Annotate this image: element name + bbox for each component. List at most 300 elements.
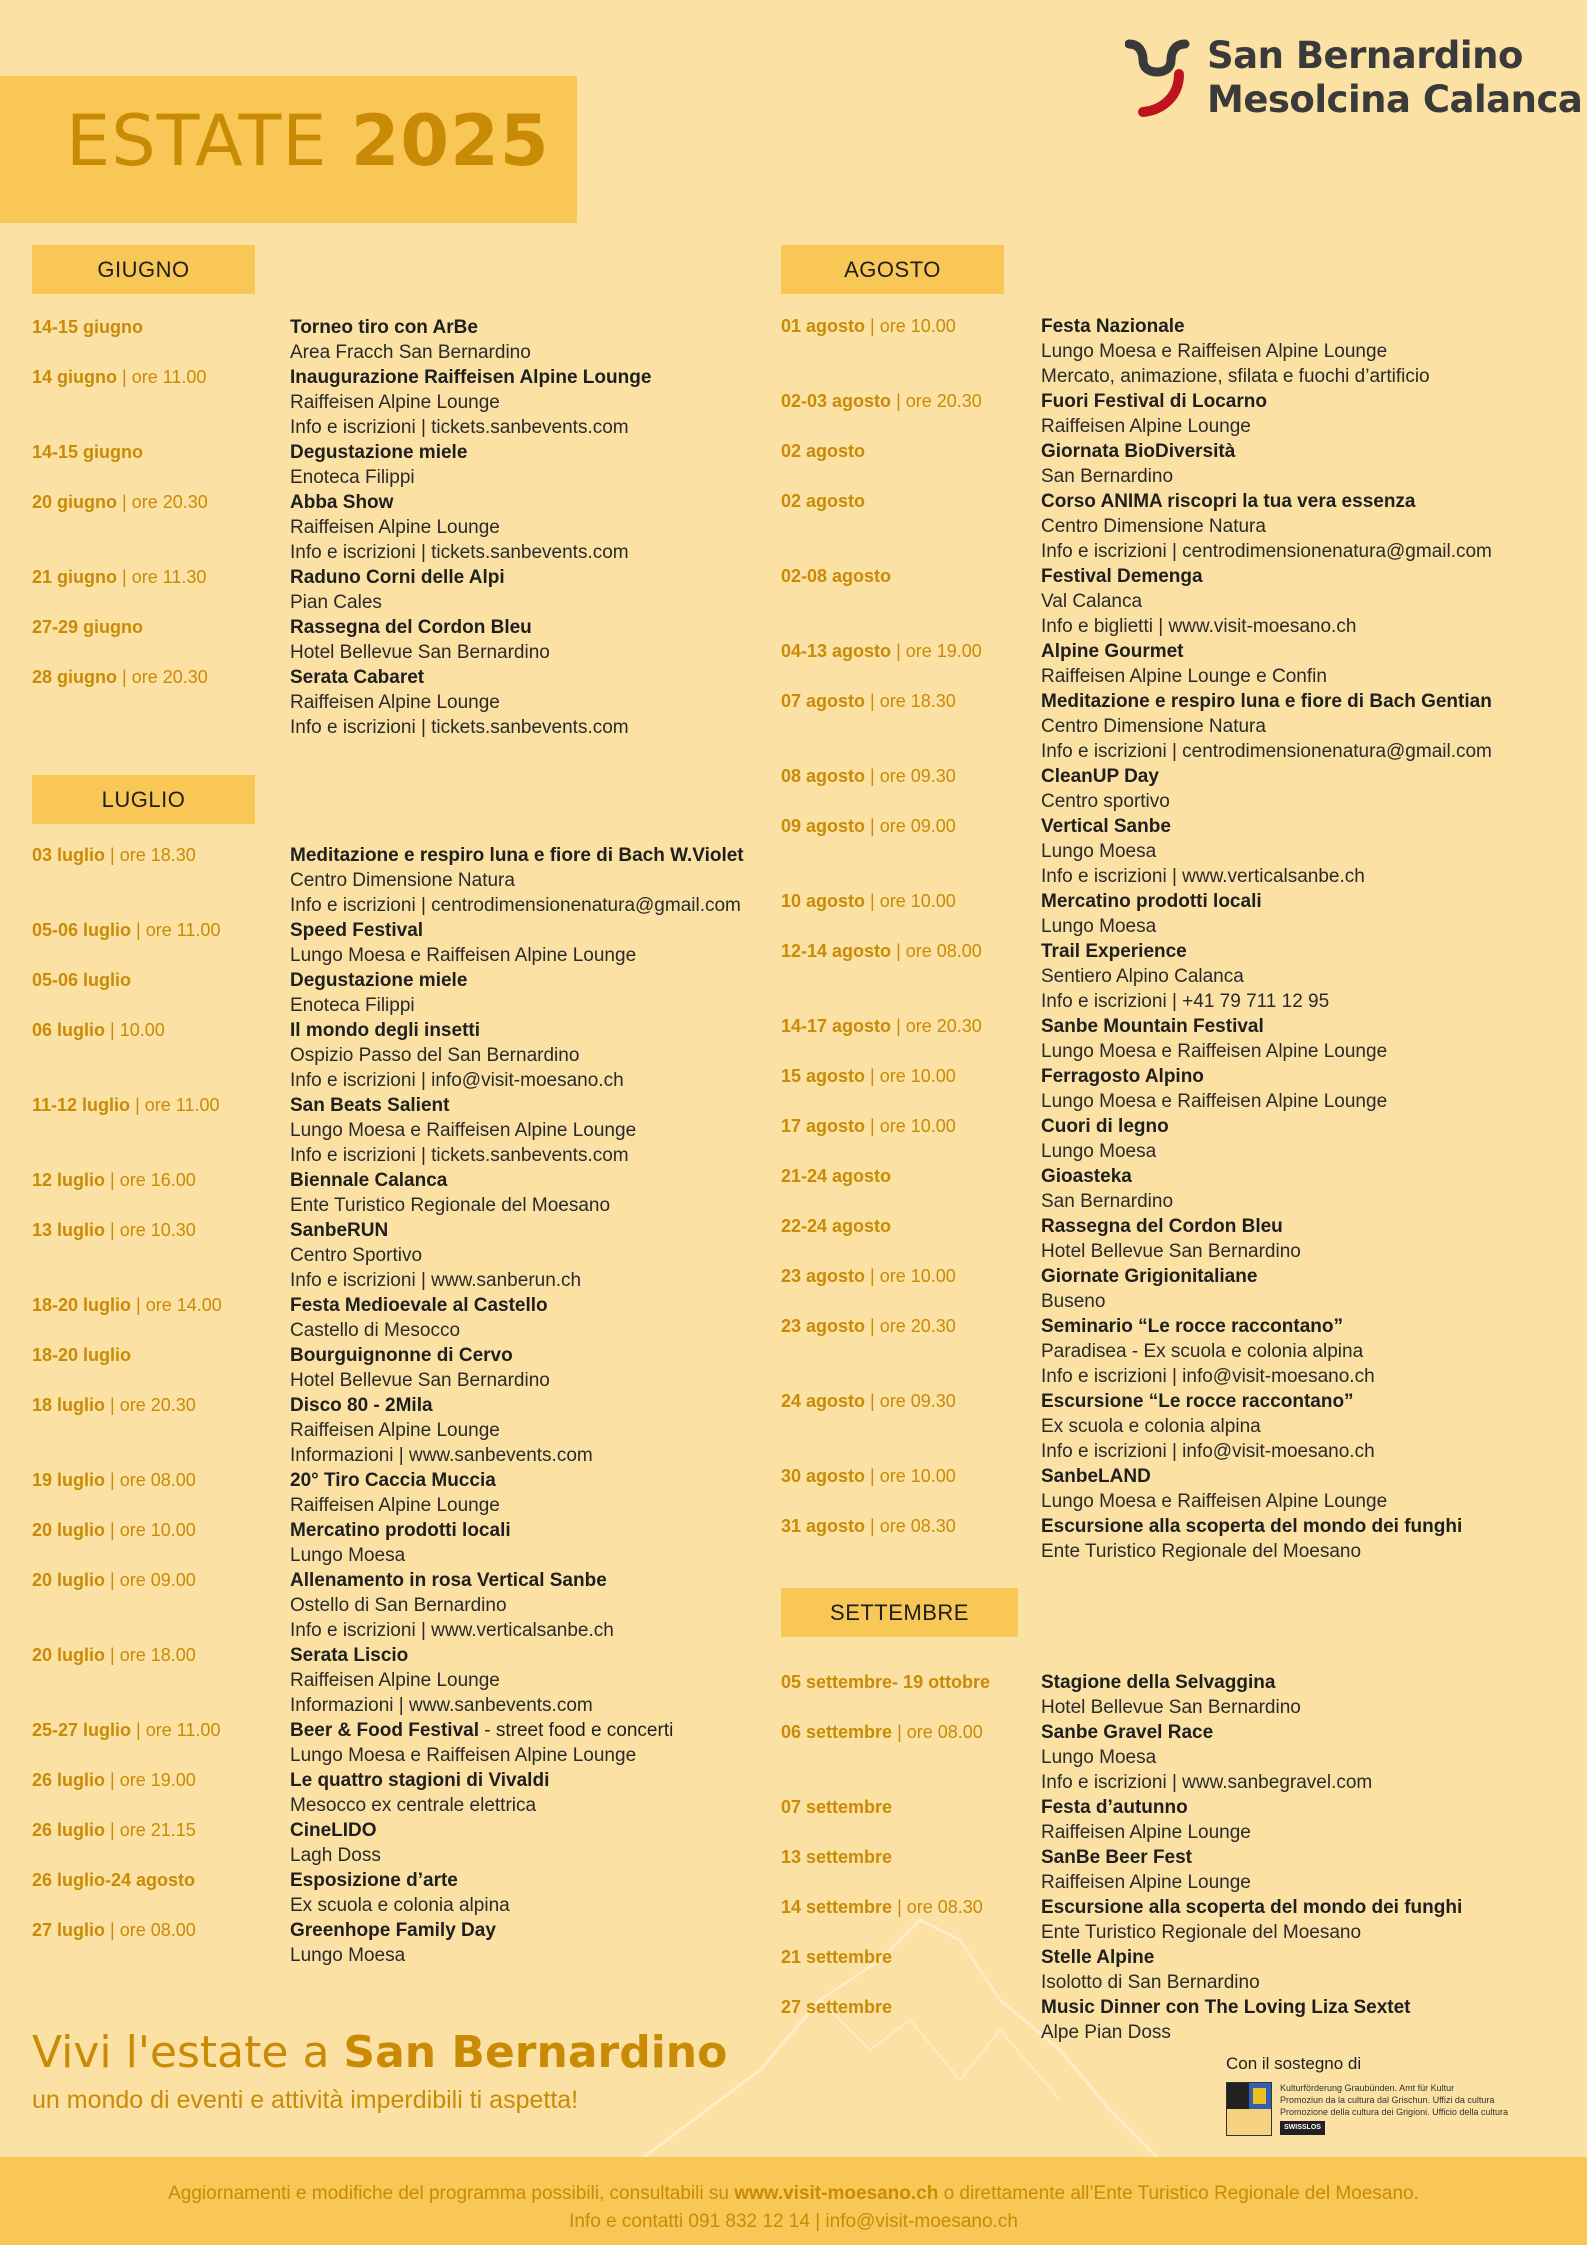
footer-contact: Info e contatti 091 832 12 14 | info@visit-moesano.ch <box>569 2211 1018 2232</box>
event-info <box>290 1293 548 1343</box>
event-item <box>32 1918 496 1966</box>
event-name-text: Trail Experience <box>1041 941 1187 962</box>
event-info <box>1041 1720 1372 1795</box>
event-date <box>32 1093 282 1118</box>
event-time: | ore 10.30 <box>110 1220 196 1240</box>
event-info <box>290 490 629 565</box>
event-date <box>781 1720 1031 1745</box>
event-date <box>781 439 1031 464</box>
event-name <box>290 1518 511 1543</box>
event-name-text: Il mondo degli insetti <box>290 1020 480 1041</box>
event-name-text: Gioasteka <box>1041 1166 1132 1187</box>
event-name <box>290 565 505 590</box>
event-detail: Area Fracch San Bernardino <box>290 342 531 363</box>
event-name-text: Fuori Festival di Locarno <box>1041 391 1267 412</box>
event-name <box>1041 1514 1462 1539</box>
event-time: | ore 19.00 <box>896 641 982 661</box>
event-item <box>781 1895 1463 1943</box>
event-date-text: 23 agosto <box>781 1266 866 1286</box>
event-item <box>781 1314 1375 1387</box>
event-date-text: 18-20 luglio <box>32 1295 132 1315</box>
event-date-text: 14 settembre <box>781 1897 893 1917</box>
event-date <box>32 1168 282 1193</box>
event-name <box>290 1218 581 1243</box>
event-date-text: 21 settembre <box>781 1947 893 1967</box>
event-date-text: 03 luglio <box>32 845 106 865</box>
event-name-text: SanBe Beer Fest <box>1041 1847 1193 1868</box>
event-info <box>1041 814 1365 889</box>
event-detail: Lungo Moesa e Raiffeisen Alpine Lounge <box>1041 1491 1388 1512</box>
event-name-text: Escursione alla scoperta del mondo dei funghi <box>1041 1516 1463 1537</box>
event-name-text: San Beats Salient <box>290 1095 450 1116</box>
event-detail: Raiffeisen Alpine Lounge <box>290 517 500 538</box>
event-name-text: Giornate Grigionitaliane <box>1041 1266 1258 1287</box>
event-item <box>781 764 1170 812</box>
event-date-text: 22-24 agosto <box>781 1216 892 1236</box>
event-name <box>1041 1995 1411 2020</box>
event-time: | ore 10.00 <box>870 1466 956 1486</box>
event-date <box>32 665 282 690</box>
event-name <box>1041 1164 1173 1189</box>
event-info <box>1041 1389 1375 1464</box>
event-name-text: Serata Liscio <box>290 1645 409 1666</box>
event-detail: Ex scuola e colonia alpina <box>290 1895 510 1916</box>
event-date-text: 25-27 luglio <box>32 1720 132 1740</box>
event-detail: Castello di Mesocco <box>290 1320 461 1341</box>
slogan-lead: Vivi l'estate a <box>32 2027 344 2078</box>
event-detail: Centro Dimensione Natura <box>1041 716 1266 737</box>
event-name-text: Corso ANIMA riscopri la tua vera essenza <box>1041 491 1416 512</box>
event-date <box>32 1568 282 1593</box>
event-item <box>781 889 1262 937</box>
event-name-text: Mercatino prodotti locali <box>1041 891 1262 912</box>
event-time: | ore 11.00 <box>136 920 221 940</box>
event-name-text: Giornata BioDiversità <box>1041 441 1236 462</box>
event-item <box>32 1343 550 1391</box>
event-date-text: 05-06 luglio <box>32 970 132 990</box>
event-date-text: 02-08 agosto <box>781 566 892 586</box>
event-detail: Hotel Bellevue San Bernardino <box>290 642 550 663</box>
event-date <box>32 1818 282 1843</box>
event-info <box>1041 314 1430 389</box>
event-name <box>290 490 629 515</box>
event-name <box>1041 1895 1462 1920</box>
event-detail: Raiffeisen Alpine Lounge <box>1041 1872 1251 1893</box>
event-detail: Lungo Moesa e Raiffeisen Alpine Lounge <box>290 1745 637 1766</box>
event-name <box>1041 814 1365 839</box>
event-date <box>32 1518 282 1543</box>
slogan <box>32 2025 727 2119</box>
event-date-text: 21-24 agosto <box>781 1166 892 1186</box>
event-name-text: Raduno Corni delle Alpi <box>290 567 505 588</box>
event-time: | ore 09.30 <box>870 766 956 786</box>
event-info <box>1041 764 1170 814</box>
event-detail: Centro Dimensione Natura <box>290 870 515 891</box>
month-header-july: LUGLIO <box>32 775 255 824</box>
support-text-1: Kulturförderung Graubünden. Amt für Kultur <box>1280 2083 1455 2093</box>
event-info <box>290 1643 593 1718</box>
event-date-text: 28 giugno <box>32 667 117 687</box>
event-name-text: Inaugurazione Raiffeisen Alpine Lounge <box>290 367 652 388</box>
footer-text-b: o direttamente all’Ente Turistico Regionale del Moesano. <box>938 2183 1419 2204</box>
event-info <box>1041 489 1492 564</box>
event-name-text: Stelle Alpine <box>1041 1947 1155 1968</box>
event-name <box>1041 314 1430 339</box>
event-name <box>1041 1264 1257 1289</box>
event-detail: Raiffeisen Alpine Lounge <box>1041 416 1251 437</box>
event-info <box>290 1018 624 1093</box>
event-name-text: CleanUP Day <box>1041 766 1159 787</box>
event-item <box>32 565 505 613</box>
event-name-text: Sanbe Mountain Festival <box>1041 1016 1264 1037</box>
event-name <box>1041 389 1267 414</box>
event-item <box>32 1768 550 1816</box>
event-name <box>290 615 550 640</box>
event-name-text: Ferragosto Alpino <box>1041 1066 1204 1087</box>
event-name <box>290 365 651 390</box>
event-date-text: 01 agosto <box>781 316 866 336</box>
event-detail: Enoteca Filippi <box>290 467 415 488</box>
event-name-text: CineLIDO <box>290 1820 377 1841</box>
footer-website-link[interactable]: www.visit-moesano.ch <box>734 2183 939 2204</box>
event-time: | ore 08.00 <box>110 1470 196 1490</box>
event-time: | ore 16.00 <box>110 1170 196 1190</box>
event-detail: Ostello di San Bernardino <box>290 1595 507 1616</box>
event-date <box>781 1014 1031 1039</box>
event-name-text: Disco 80 - 2Mila <box>290 1395 433 1416</box>
event-detail: Centro sportivo <box>1041 791 1170 812</box>
event-item <box>32 1718 674 1766</box>
event-date <box>781 564 1031 589</box>
event-name <box>1041 1114 1169 1139</box>
event-date-text: 05-06 luglio <box>32 920 132 940</box>
event-name <box>290 315 531 340</box>
event-detail: Lungo Moesa <box>290 1945 406 1966</box>
event-info <box>1041 1845 1251 1895</box>
event-detail: Info e iscrizioni | centrodimensionenatura@gmail.com <box>1041 741 1492 762</box>
event-time: | ore 19.00 <box>110 1770 196 1790</box>
event-date <box>781 1845 1031 1870</box>
event-name-text: Rassegna del Cordon Bleu <box>290 617 532 638</box>
month-header-august: AGOSTO <box>781 245 1004 294</box>
event-date <box>781 1464 1031 1489</box>
event-date <box>32 1868 282 1893</box>
event-name <box>1041 1795 1251 1820</box>
event-date-text: 17 agosto <box>781 1116 866 1136</box>
event-item <box>781 1114 1169 1162</box>
event-time: | 10.00 <box>110 1020 165 1040</box>
event-date <box>32 918 282 943</box>
event-detail: Ospizio Passo del San Bernardino <box>290 1045 580 1066</box>
event-date-text: 31 agosto <box>781 1516 866 1536</box>
event-date <box>32 1768 282 1793</box>
event-date <box>32 1293 282 1318</box>
event-info <box>1041 1214 1301 1264</box>
event-time: | ore 08.00 <box>110 1920 196 1940</box>
event-info <box>290 1468 500 1518</box>
event-item <box>781 314 1430 387</box>
event-detail: Lungo Moesa <box>1041 841 1157 862</box>
event-item <box>32 918 637 966</box>
event-time: | ore 10.00 <box>870 891 956 911</box>
event-date-text: 27 settembre <box>781 1997 893 2017</box>
event-date <box>781 1064 1031 1089</box>
event-date-text: 30 agosto <box>781 1466 866 1486</box>
event-name-text: Bourguignonne di Cervo <box>290 1345 513 1366</box>
event-name <box>1041 564 1356 589</box>
event-item <box>781 1795 1251 1843</box>
event-name-text: Esposizione d’arte <box>290 1870 458 1891</box>
event-detail: Mesocco ex centrale elettrica <box>290 1795 537 1816</box>
event-detail: Alpe Pian Doss <box>1041 2022 1171 2043</box>
event-detail: Lungo Moesa e Raiffeisen Alpine Lounge <box>1041 341 1388 362</box>
event-name-text: Vertical Sanbe <box>1041 816 1171 837</box>
event-info <box>290 843 744 918</box>
event-detail: Hotel Bellevue San Bernardino <box>290 1370 550 1391</box>
event-detail: Ente Turistico Regionale del Moesano <box>290 1195 611 1216</box>
event-name-text: Festival Demenga <box>1041 566 1203 587</box>
event-date-text: 15 agosto <box>781 1066 866 1086</box>
month-header-september: SETTEMBRE <box>781 1588 1018 1637</box>
event-date-text: 09 agosto <box>781 816 866 836</box>
event-item <box>781 1064 1388 1112</box>
logo-line-1: San Bernardino <box>1207 34 1523 77</box>
event-detail: Enoteca Filippi <box>290 995 415 1016</box>
event-time: | ore 20.30 <box>896 1016 982 1036</box>
event-info <box>290 440 467 490</box>
event-item <box>781 564 1357 637</box>
event-date-text: 20 luglio <box>32 1520 106 1540</box>
support-label: Con il sostegno di <box>1226 2054 1362 2073</box>
event-name-text: Abba Show <box>290 492 394 513</box>
event-name-text: Biennale Calanca <box>290 1170 448 1191</box>
event-name <box>290 843 744 868</box>
event-date-text: 10 agosto <box>781 891 866 911</box>
event-time: | ore 14.00 <box>136 1295 222 1315</box>
event-detail: Hotel Bellevue San Bernardino <box>1041 1241 1301 1262</box>
event-name <box>290 665 629 690</box>
event-date <box>781 1264 1031 1289</box>
event-item <box>32 1643 593 1716</box>
event-time: | ore 11.30 <box>122 567 207 587</box>
event-time: | ore 11.00 <box>136 1720 221 1740</box>
event-detail: Info e iscrizioni | centrodimensionenatura@gmail.com <box>290 895 741 916</box>
event-item <box>32 490 629 563</box>
event-name-text: Beer & Food Festival <box>290 1720 479 1741</box>
hero-word: ESTATE <box>66 100 328 182</box>
event-name-text: 20° Tiro Caccia Muccia <box>290 1470 496 1491</box>
event-item <box>32 1568 614 1641</box>
event-item <box>32 1018 624 1091</box>
event-date-text: 26 luglio-24 agosto <box>32 1870 196 1890</box>
event-name-text: Degustazione miele <box>290 970 468 991</box>
event-date <box>781 1995 1031 2020</box>
event-item <box>781 689 1492 762</box>
event-date-text: 08 agosto <box>781 766 866 786</box>
event-date <box>32 1468 282 1493</box>
graubunden-coat-of-arms-icon <box>1226 2082 1272 2136</box>
event-name-text: Degustazione miele <box>290 442 468 463</box>
event-info <box>1041 939 1329 1014</box>
event-detail: Info e iscrizioni | www.verticalsanbe.ch <box>1041 866 1365 887</box>
event-name-text: Meditazione e respiro luna e fiore di Bach Gentian <box>1041 691 1492 712</box>
event-item <box>781 1514 1463 1562</box>
event-date <box>32 968 282 993</box>
event-item <box>32 665 629 738</box>
event-detail: Info e iscrizioni | www.sanbegravel.com <box>1041 1772 1373 1793</box>
event-name-text: Meditazione e respiro luna e fiore di Bach W.Violet <box>290 845 744 866</box>
event-time: | ore 09.30 <box>870 1391 956 1411</box>
event-info <box>290 1343 550 1393</box>
hero-title <box>66 100 550 182</box>
event-name <box>290 1718 673 1743</box>
event-detail: Hotel Bellevue San Bernardino <box>1041 1697 1301 1718</box>
event-detail: Ente Turistico Regionale del Moesano <box>1041 1922 1362 1943</box>
event-date-text: 02 agosto <box>781 491 866 511</box>
event-time: | ore 08.00 <box>897 1722 983 1742</box>
event-info <box>1041 1670 1301 1720</box>
event-date <box>32 1218 282 1243</box>
event-date <box>32 315 282 340</box>
event-item <box>32 1093 637 1166</box>
event-info <box>290 315 531 365</box>
event-info <box>1041 1995 1411 2045</box>
event-date-text: 14 giugno <box>32 367 117 387</box>
event-name <box>1041 1064 1387 1089</box>
event-date-text: 21 giugno <box>32 567 117 587</box>
event-detail: Raiffeisen Alpine Lounge <box>290 1670 500 1691</box>
event-date-text: 23 agosto <box>781 1316 866 1336</box>
event-name <box>1041 764 1170 789</box>
event-item <box>32 1468 500 1516</box>
event-time: | ore 18.00 <box>110 1645 196 1665</box>
event-date-text: 11-12 luglio <box>32 1095 131 1115</box>
event-time: | ore 10.00 <box>870 1266 956 1286</box>
event-info <box>1041 1164 1173 1214</box>
event-date-text: 04-13 agosto <box>781 641 892 661</box>
event-name <box>1041 639 1327 664</box>
event-name-text: Greenhope Family Day <box>290 1920 496 1941</box>
event-name-text: Festa Medioevale al Castello <box>290 1295 548 1316</box>
event-detail: Informazioni | www.sanbevents.com <box>290 1695 593 1716</box>
event-name <box>290 1918 496 1943</box>
event-time: | ore 10.00 <box>870 1066 956 1086</box>
event-date <box>32 1718 282 1743</box>
event-date-text: 07 agosto <box>781 691 866 711</box>
event-time: | ore 09.00 <box>110 1570 196 1590</box>
event-item <box>781 389 1267 437</box>
event-detail: Info e iscrizioni | tickets.sanbevents.com <box>290 717 629 738</box>
event-time: | ore 08.30 <box>870 1516 956 1536</box>
event-date-text: 06 luglio <box>32 1020 106 1040</box>
event-date <box>781 814 1031 839</box>
event-detail: Buseno <box>1041 1291 1106 1312</box>
event-info <box>290 968 467 1018</box>
event-name-text: Serata Cabaret <box>290 667 425 688</box>
event-time: | ore 21.15 <box>110 1820 196 1840</box>
event-item <box>32 1518 511 1566</box>
event-date <box>781 1795 1031 1820</box>
event-detail: Raiffeisen Alpine Lounge <box>290 1420 500 1441</box>
event-date-text: 19 luglio <box>32 1470 106 1490</box>
event-item <box>781 1995 1411 2043</box>
event-item <box>32 1168 611 1216</box>
event-info <box>1041 389 1267 439</box>
event-name <box>1041 1720 1372 1745</box>
event-item <box>32 365 652 438</box>
event-name <box>1041 1389 1375 1414</box>
event-name <box>1041 1214 1301 1239</box>
footer <box>0 2157 1587 2245</box>
event-info <box>290 1218 581 1293</box>
event-name <box>290 918 636 943</box>
slogan-place: San Bernardino <box>343 2027 728 2078</box>
event-item <box>781 939 1330 1012</box>
event-name <box>290 1018 624 1043</box>
event-time: | ore 11.00 <box>135 1095 220 1115</box>
hero-year: 2025 <box>350 100 550 182</box>
event-name-text: Allenamento in rosa Vertical Sanbe <box>290 1570 607 1591</box>
event-item <box>781 1214 1301 1262</box>
event-date-text: 20 giugno <box>32 492 117 512</box>
event-name-text: SanbeLAND <box>1041 1466 1151 1487</box>
event-date <box>781 389 1031 414</box>
event-info <box>1041 1014 1387 1064</box>
event-name-text: Alpine Gourmet <box>1041 641 1184 662</box>
event-name <box>290 1818 381 1843</box>
event-name <box>1041 489 1492 514</box>
event-item <box>32 968 468 1016</box>
event-detail: Info e iscrizioni | tickets.sanbevents.com <box>290 542 629 563</box>
event-detail: Raiffeisen Alpine Lounge <box>290 1495 500 1516</box>
event-detail: Info e biglietti | www.visit-moesano.ch <box>1041 616 1357 637</box>
event-item <box>32 615 550 663</box>
event-detail: San Bernardino <box>1041 466 1174 487</box>
event-item <box>32 1868 510 1916</box>
event-detail: Raiffeisen Alpine Lounge e Confin <box>1041 666 1327 687</box>
event-detail: Raiffeisen Alpine Lounge <box>290 392 500 413</box>
event-item <box>781 1264 1258 1312</box>
event-detail: San Bernardino <box>1041 1191 1174 1212</box>
event-name <box>1041 939 1329 964</box>
event-date-text: 27 luglio <box>32 1920 106 1940</box>
event-time: | ore 10.00 <box>870 1116 956 1136</box>
event-info <box>290 1393 593 1468</box>
event-name-text: Seminario “Le rocce raccontano” <box>1041 1316 1343 1337</box>
event-detail: Info e iscrizioni | www.sanberun.ch <box>290 1270 582 1291</box>
event-name <box>290 440 467 465</box>
event-detail: Lungo Moesa e Raiffeisen Alpine Lounge <box>290 1120 637 1141</box>
event-time: | ore 18.30 <box>110 845 196 865</box>
event-name-text: SanbeRUN <box>290 1220 389 1241</box>
event-date-text: 12-14 agosto <box>781 941 892 961</box>
event-date-text: 26 luglio <box>32 1770 106 1790</box>
event-date <box>781 1114 1031 1139</box>
event-name-text: Speed Festival <box>290 920 424 941</box>
event-date <box>781 314 1031 339</box>
event-time: | ore 09.00 <box>870 816 956 836</box>
event-name <box>290 1568 614 1593</box>
event-date <box>781 1164 1031 1189</box>
event-detail: Ente Turistico Regionale del Moesano <box>1041 1541 1362 1562</box>
event-name <box>290 1643 593 1668</box>
event-detail: Centro Dimensione Natura <box>1041 516 1266 537</box>
event-info <box>290 1818 381 1868</box>
event-item <box>781 1720 1373 1793</box>
event-info <box>290 665 629 740</box>
event-date-text: 07 settembre <box>781 1797 893 1817</box>
event-time: | ore 20.30 <box>122 492 208 512</box>
